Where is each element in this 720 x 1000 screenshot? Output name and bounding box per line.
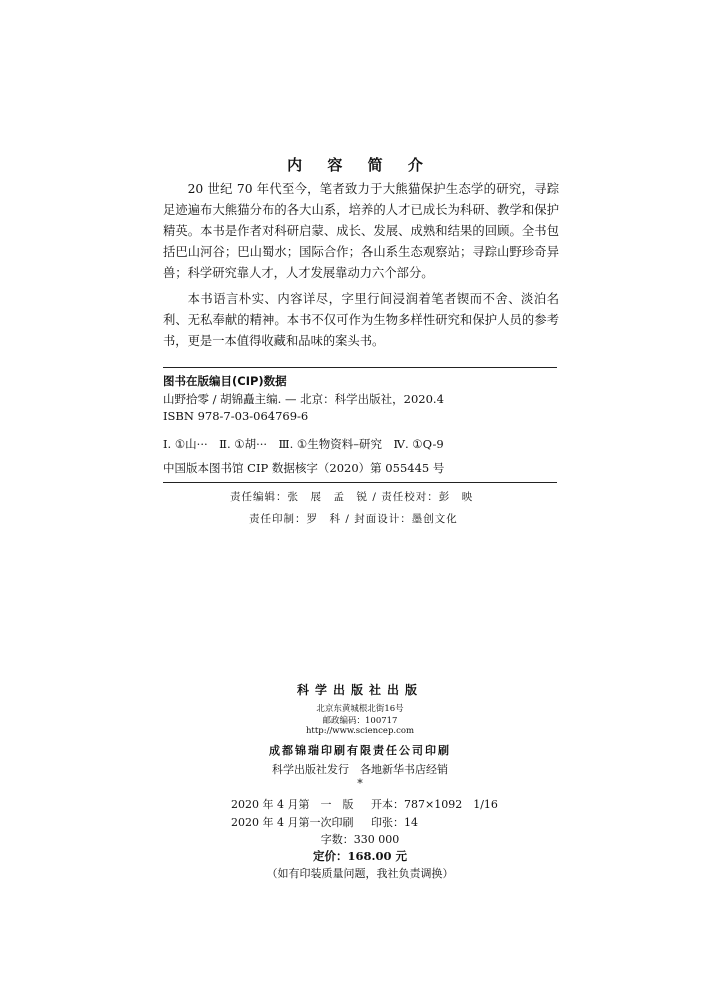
sheet-count: 印张：14 <box>371 816 418 829</box>
cip-heading: 图书在版编目(CIP)数据 <box>163 374 287 388</box>
printer-name: 成都锦瑞印刷有限责任公司印刷 <box>269 744 451 757</box>
quality-notice: （如有印装质量问题，我社负责调换） <box>266 867 454 880</box>
price: 定价：168.00 元 <box>312 849 407 863</box>
cip-record-number: 中国版本图书馆 CIP 数据核字（2020）第 055445 号 <box>163 461 445 475</box>
divider-bottom <box>163 482 557 483</box>
format-size: 开本：787×1092 1/16 <box>371 798 498 811</box>
publisher-address: 北京东黄城根北街16号 <box>316 704 404 714</box>
credits-production: 责任印制：罗 科 / 封面设计：墨创文化 <box>249 513 458 525</box>
intro-title: 内 容 简 介 <box>287 156 433 174</box>
word-count: 字数：330 000 <box>320 833 400 846</box>
cip-isbn: ISBN 978-7-03-064769-6 <box>163 409 309 423</box>
intro-paragraph: 20 世纪 70 年代至今，笔者致力于大熊猫保护生态学的研究，寻踪足迹遍布大熊猫分布的各大山系，培养的人才已成长为科研、教学和保护精英。本书是作者对科研启蒙、成长、发展、成熟和结果的回顾。全书包括巴山河谷；巴山蜀水；国际合作；各山系生态观察站；寻踪山野珍奇异兽；科学研究靠人才，人才发展靠动力六个部分。 <box>163 182 559 280</box>
intro-body <box>163 179 559 357</box>
cip-title-line: 山野拾零 / 胡锦矗主编. — 北京：科学出版社，2020.4 <box>163 392 444 406</box>
divider-top <box>163 367 557 368</box>
publisher-postcode: 邮政编码：100717 <box>322 716 398 726</box>
cip-classification: Ⅰ. ①山··· Ⅱ. ①胡··· Ⅲ. ①生物资料–研究 Ⅳ. ①Q-9 <box>163 437 444 451</box>
intro-paragraph: 本书语言朴实、内容详尽，字里行间浸润着笔者锲而不舍、淡泊名利、无私奉献的精神。本书不仅可作为生物多样性研究和保护人员的参考书，更是一本值得收藏和品味的案头书。 <box>163 292 559 348</box>
distribution-line: 科学出版社发行 各地新华书店经销 <box>272 763 448 776</box>
separator-asterisk: * <box>357 777 363 790</box>
printing-date: 2020 年 4 月第一次印刷 <box>231 816 354 829</box>
publisher-name: 科学出版社出版 <box>296 683 423 697</box>
publisher-website: http://www.sciencep.com <box>305 726 415 736</box>
edition-date: 2020 年 4 月第 一 版 <box>231 798 354 811</box>
credits-editors: 责任编辑：张 展 孟 锐 / 责任校对：彭 映 <box>230 491 474 503</box>
